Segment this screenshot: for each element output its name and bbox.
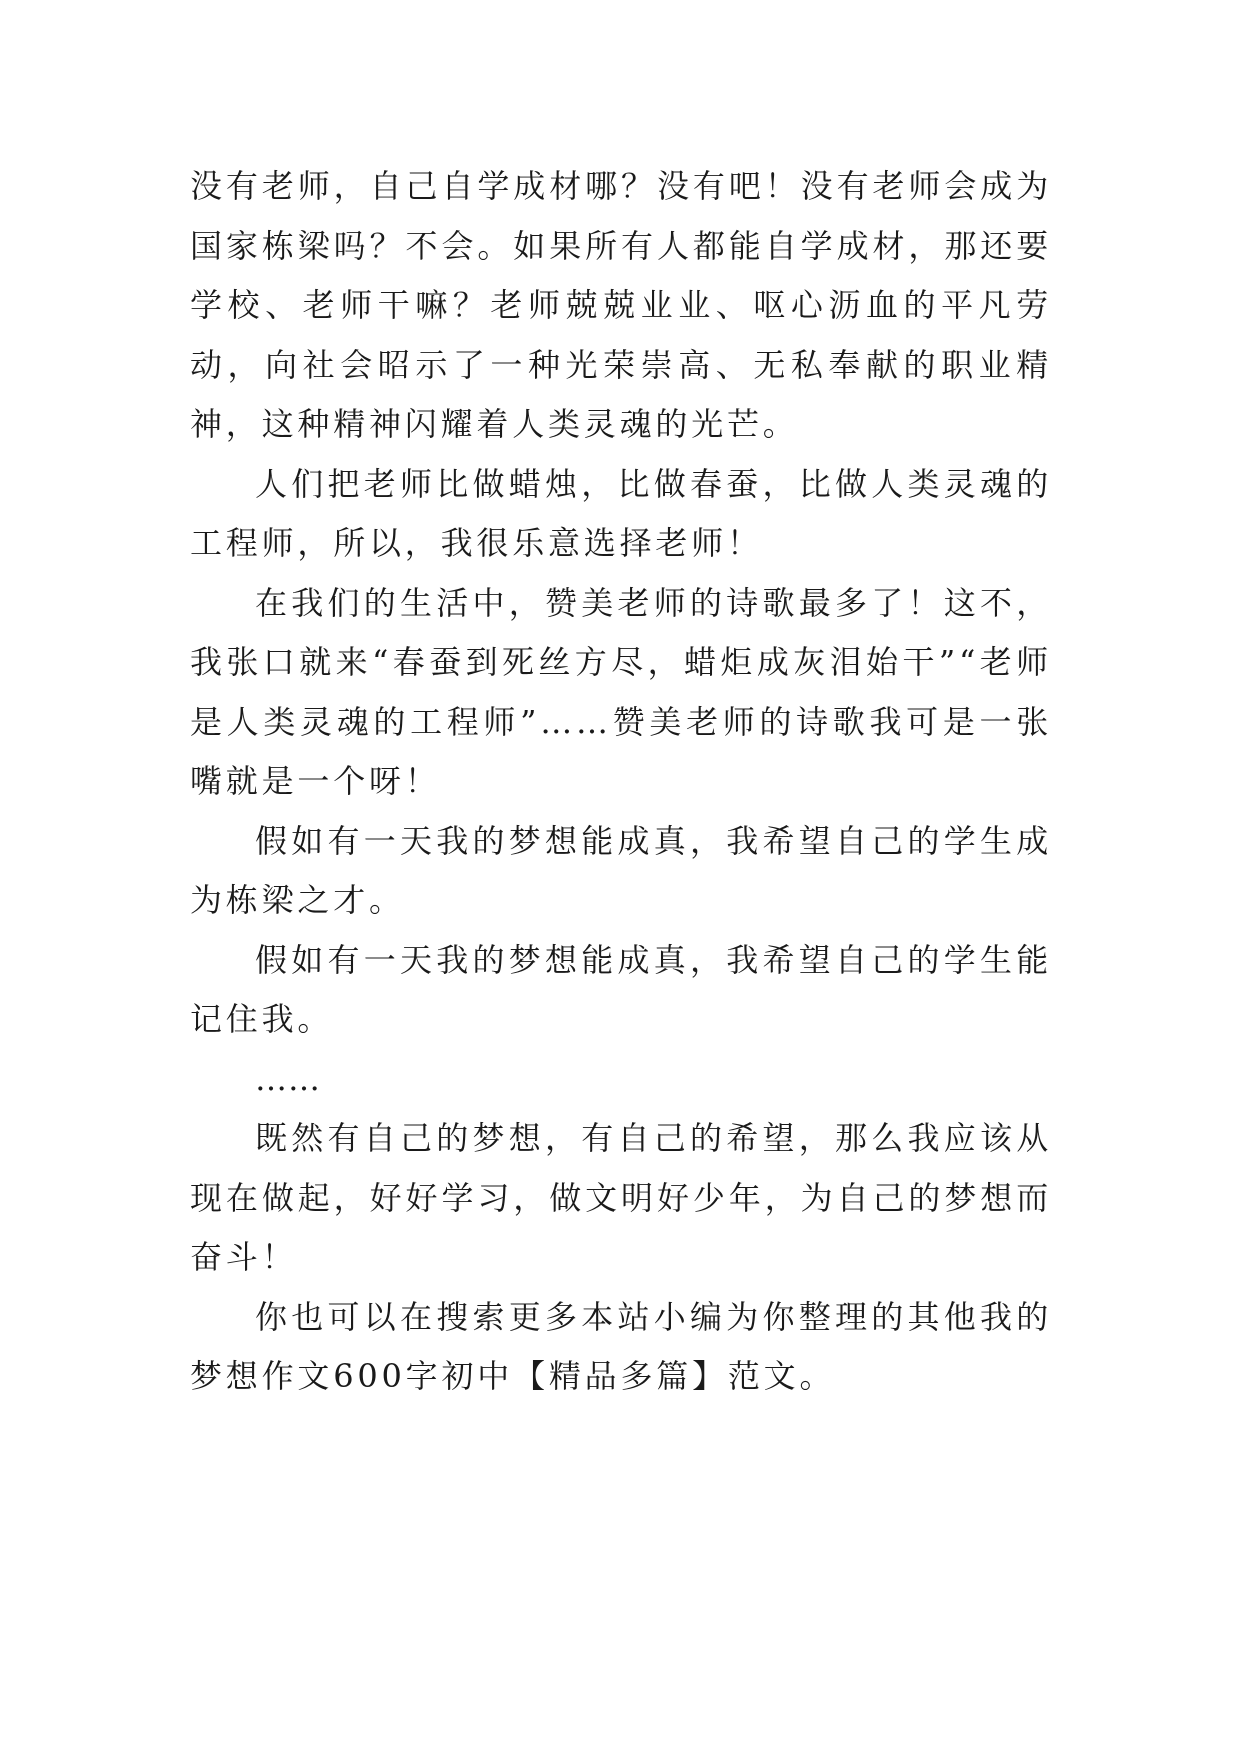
paragraph-ellipsis: …… bbox=[255, 1059, 321, 1098]
paragraph-7: 既然有自己的梦想，有自己的希望，那么我应该从现在做起，好好学习，做文明好少年，为自己的梦想而奋斗！ bbox=[190, 1119, 1052, 1276]
paragraph-8: 你也可以在搜索更多本站小编为你整理的其他我的梦想作文600字初中【精品多篇】范文。 bbox=[190, 1297, 1052, 1395]
paragraph-2: 人们把老师比做蜡烛，比做春蚕，比做人类灵魂的工程师，所以，我很乐意选择老师！ bbox=[190, 464, 1052, 562]
paragraph-1: 没有老师，自己自学成材哪？没有吧！没有老师会成为国家栋梁吗？不会。如果所有人都能自学成材，那还要学校、老师干嘛？老师兢兢业业、呕心沥血的平凡劳动，向社会昭示了一种光荣崇高、无私奉献的职业精神，这种精神闪耀着人类灵魂的光芒。 bbox=[190, 167, 1052, 443]
paragraph-5: 假如有一天我的梦想能成真，我希望自己的学生能记住我。 bbox=[190, 940, 1052, 1038]
paragraph-3: 在我们的生活中，赞美老师的诗歌最多了！这不，我张口就来“春蚕到死丝方尽，蜡炬成灰泪始干”“老师是人类灵魂的工程师”……赞美老师的诗歌我可是一张嘴就是一个呀！ bbox=[190, 583, 1052, 800]
paragraph-4: 假如有一天我的梦想能成真，我希望自己的学生成为栋梁之才。 bbox=[190, 821, 1052, 919]
document-page bbox=[190, 157, 1052, 1407]
